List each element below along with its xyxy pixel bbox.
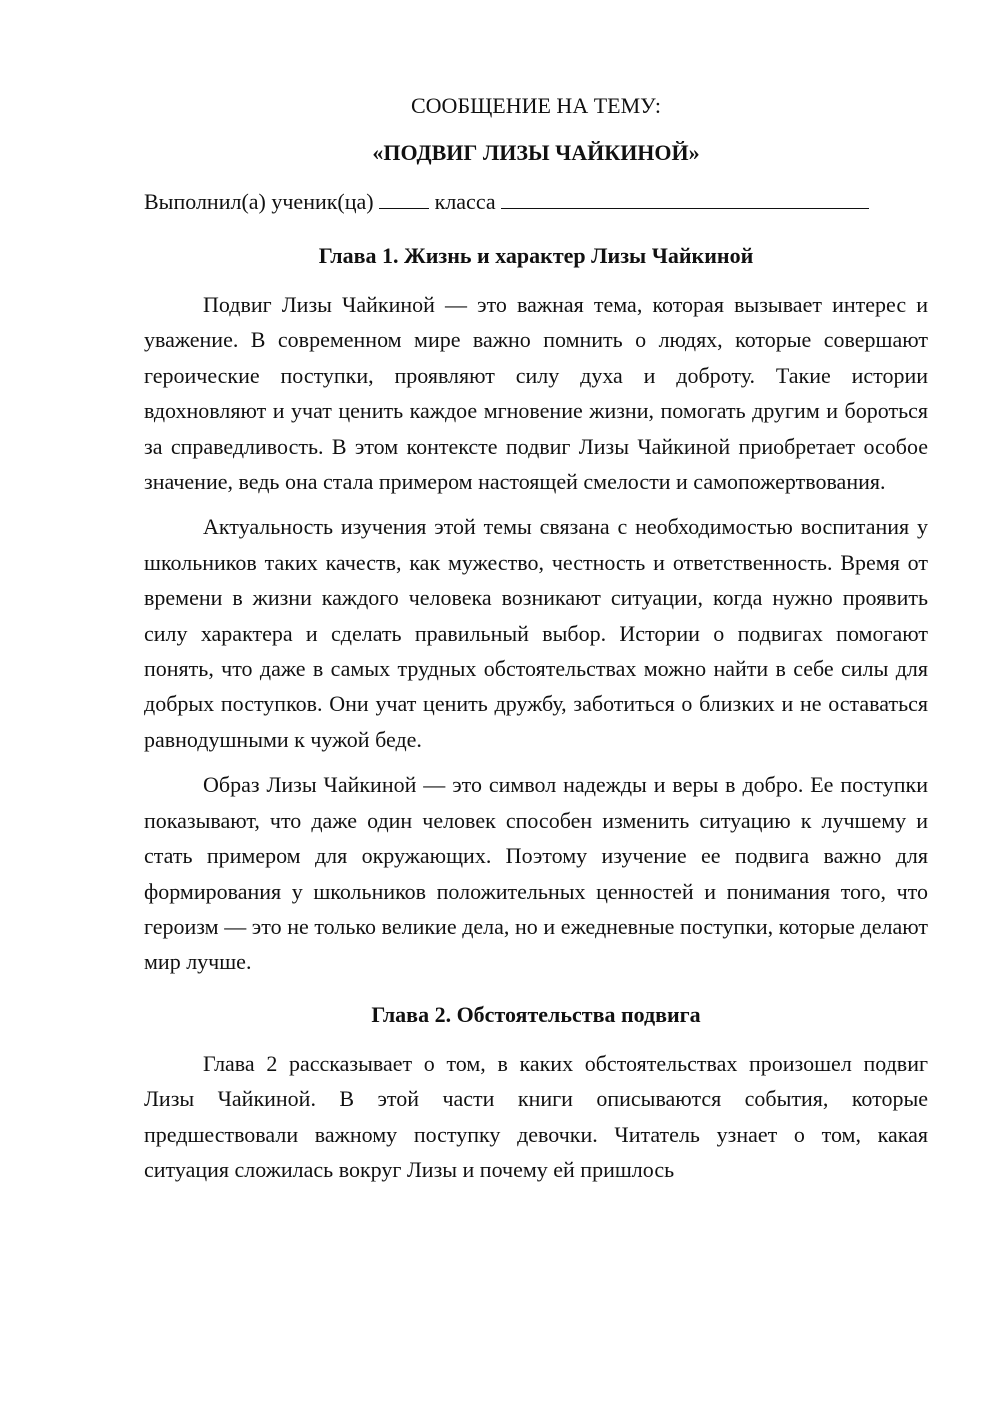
document-page	[144, 92, 928, 1197]
chapter-1-paragraph-3: Образ Лизы Чайкиной — это символ надежды и веры в добро. Ее поступки показывают, что даже один человек способен изменить ситуацию к лучшему и стать примером для окружающих. Поэтому изучение ее подвига важно для формирования у школьников положительных ценностей и понимания того, что героизм — это не только великие дела, но и ежедневные поступки, которые делают мир лучше.	[144, 772, 928, 975]
chapter-1-paragraph-1: Подвиг Лизы Чайкиной — это важная тема, которая вызывает интерес и уважение. В современном мире важно помнить о людях, которые совершают героические поступки, проявляют силу духа и доброту. Такие истории вдохновляют и учат ценить каждое мгновение жизни, помогать другим и бороться за справедливость. В этом контексте подвиг Лизы Чайкиной приобретает особое значение, ведь она стала примером настоящей смелости и самопожертвования.	[144, 292, 928, 495]
document-title-line-1: СООБЩЕНИЕ НА ТЕМУ:	[411, 93, 661, 118]
author-prefix: Выполнил(а) ученик(ца)	[144, 189, 374, 214]
chapter-2-heading: Глава 2. Обстоятельства подвига	[371, 1001, 701, 1027]
author-class-word: класса	[434, 189, 496, 214]
class-number-blank	[379, 188, 429, 209]
author-line	[144, 187, 928, 217]
chapter-1-heading: Глава 1. Жизнь и характер Лизы Чайкиной	[318, 243, 754, 268]
chapter-2-paragraph-1: Глава 2 рассказывает о том, в каких обстоятельствах произошел подвиг Лизы Чайкиной. В этой части книги описываются события, которые предшествовали важному поступку девочки. Читатель узнает о том, какая ситуация сложилась вокруг Лизы и почему ей пришлось	[144, 1050, 928, 1182]
document-title-line-2: «ПОДВИГ ЛИЗЫ ЧАЙКИНОЙ»	[372, 140, 700, 165]
author-name-blank	[501, 188, 869, 209]
chapter-1-paragraph-2: Актуальность изучения этой темы связана с необходимостью воспитания у школьников таких качеств, как мужество, честность и ответственность. Время от времени в жизни каждого человека возникают ситуации, когда нужно проявить силу характера и сделать правильный выбор. Истории о подвигах помогают понять, что даже в самых трудных обстоятельствах можно найти в себе силы для добрых поступков. Они учат ценить дружбу, заботиться о близких и не оставаться равнодушными к чужой беде.	[144, 514, 928, 752]
